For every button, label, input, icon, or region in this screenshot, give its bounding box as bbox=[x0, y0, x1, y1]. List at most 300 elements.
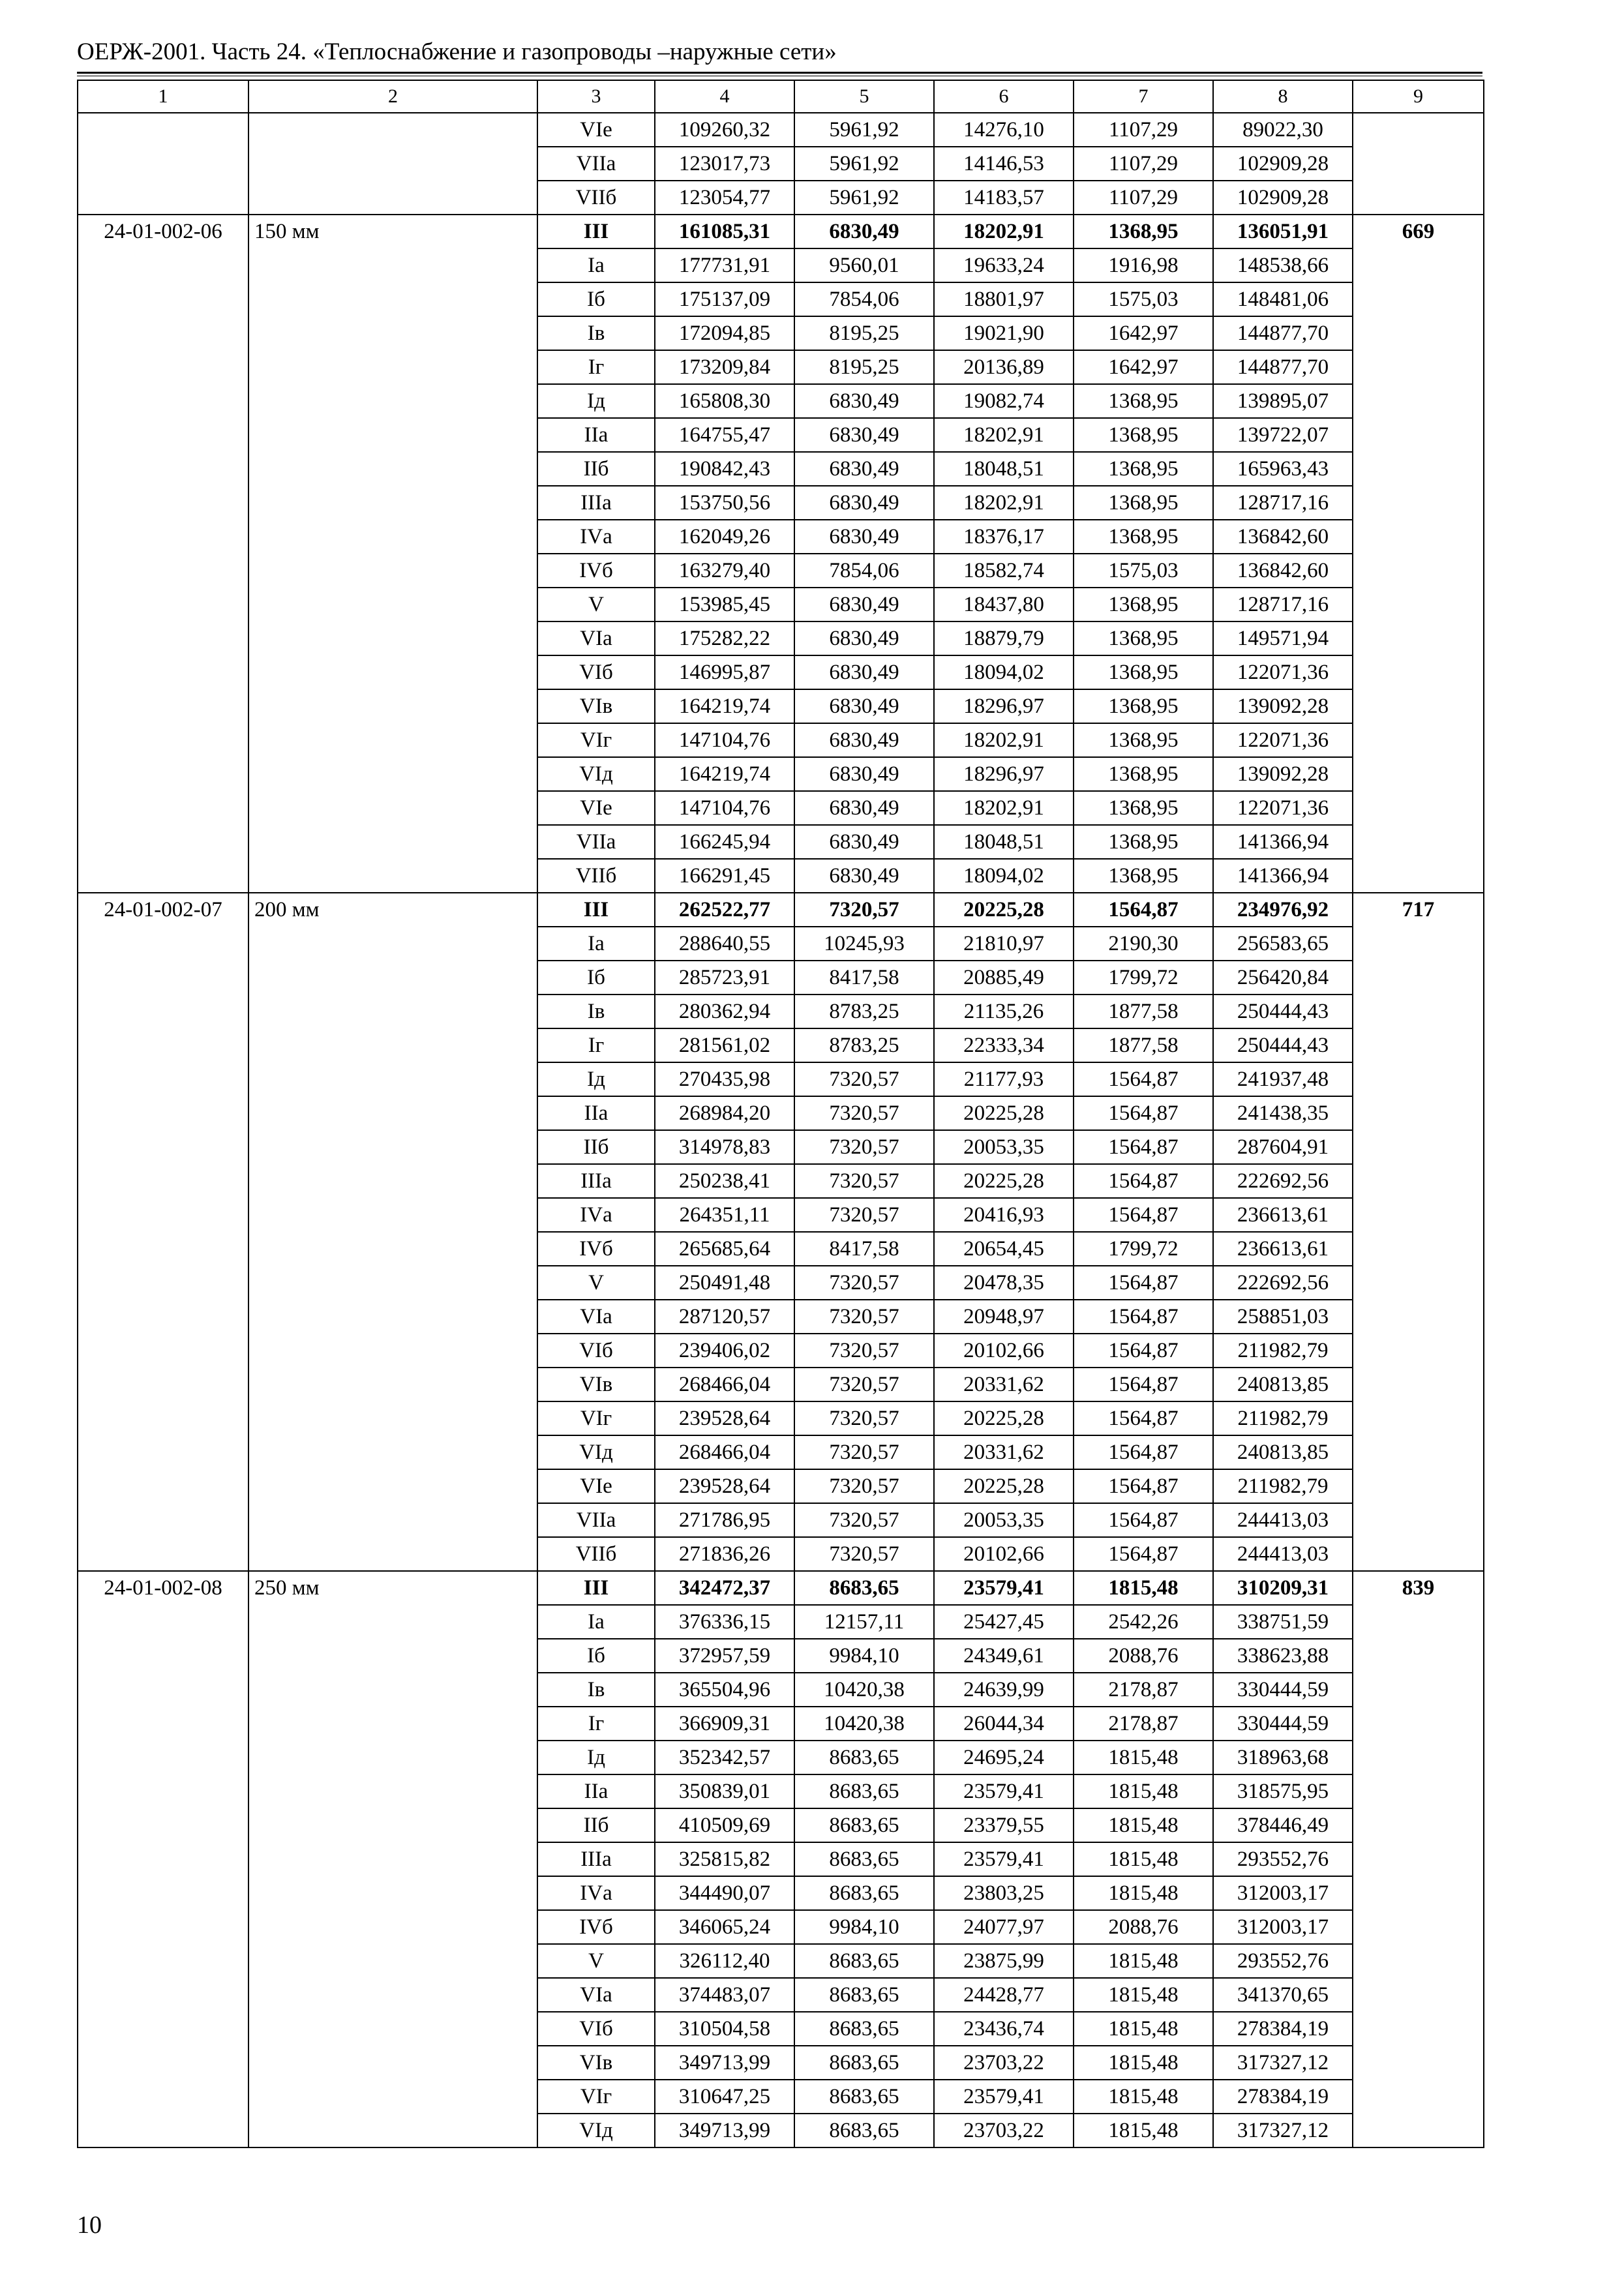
materials-cell: 256420,84 bbox=[1213, 961, 1353, 995]
wages-cell: 6830,49 bbox=[794, 588, 934, 621]
materials-cell: 144877,70 bbox=[1213, 350, 1353, 384]
total-cost-cell: 146995,87 bbox=[655, 655, 794, 689]
zone-cell: IIIа bbox=[537, 1164, 655, 1198]
operators-wages-cell: 1368,95 bbox=[1074, 689, 1213, 723]
wages-cell: 6830,49 bbox=[794, 452, 934, 486]
operators-wages-cell: 1877,58 bbox=[1074, 1028, 1213, 1062]
total-cost-cell: 350839,01 bbox=[655, 1774, 794, 1808]
wages-cell: 7320,57 bbox=[794, 1334, 934, 1368]
machines-cell: 20654,45 bbox=[934, 1232, 1074, 1266]
wages-cell: 7854,06 bbox=[794, 554, 934, 588]
wages-cell: 8195,25 bbox=[794, 316, 934, 350]
operators-wages-cell: 1877,58 bbox=[1074, 995, 1213, 1028]
pipe-size-cell bbox=[248, 113, 537, 215]
zone-cell: VIIб bbox=[537, 1537, 655, 1571]
total-cost-cell: 123054,77 bbox=[655, 181, 794, 215]
operators-wages-cell: 1107,29 bbox=[1074, 181, 1213, 215]
wages-cell: 6830,49 bbox=[794, 384, 934, 418]
machines-cell: 18376,17 bbox=[934, 520, 1074, 554]
wages-cell: 6830,49 bbox=[794, 486, 934, 520]
machines-cell: 20136,89 bbox=[934, 350, 1074, 384]
materials-cell: 256583,65 bbox=[1213, 927, 1353, 961]
zone-cell: VIб bbox=[537, 1334, 655, 1368]
wages-cell: 8783,25 bbox=[794, 1028, 934, 1062]
wages-cell: 6830,49 bbox=[794, 621, 934, 655]
operators-wages-cell: 1564,87 bbox=[1074, 1198, 1213, 1232]
machines-cell: 20885,49 bbox=[934, 961, 1074, 995]
materials-cell: 258851,03 bbox=[1213, 1300, 1353, 1334]
operators-wages-cell: 1815,48 bbox=[1074, 2012, 1213, 2046]
materials-cell: 136051,91 bbox=[1213, 215, 1353, 248]
operators-wages-cell: 1368,95 bbox=[1074, 384, 1213, 418]
header-rule bbox=[77, 72, 1482, 74]
operators-wages-cell: 1368,95 bbox=[1074, 723, 1213, 757]
materials-cell: 211982,79 bbox=[1213, 1401, 1353, 1435]
wages-cell: 6830,49 bbox=[794, 215, 934, 248]
machines-cell: 18801,97 bbox=[934, 282, 1074, 316]
machines-cell: 23875,99 bbox=[934, 1944, 1074, 1978]
zone-cell: IIIа bbox=[537, 1842, 655, 1876]
wages-cell: 6830,49 bbox=[794, 723, 934, 757]
total-cost-cell: 166245,94 bbox=[655, 825, 794, 859]
materials-cell: 141366,94 bbox=[1213, 859, 1353, 893]
wages-cell: 7320,57 bbox=[794, 1435, 934, 1469]
materials-cell: 236613,61 bbox=[1213, 1198, 1353, 1232]
total-cost-cell: 268466,04 bbox=[655, 1368, 794, 1401]
materials-cell: 293552,76 bbox=[1213, 1842, 1353, 1876]
wages-cell: 8683,65 bbox=[794, 1741, 934, 1774]
machines-cell: 23803,25 bbox=[934, 1876, 1074, 1910]
rate-code-cell: 24-01-002-07 bbox=[78, 893, 248, 1571]
pipe-size-cell: 150 мм bbox=[248, 215, 537, 893]
machines-cell: 18437,80 bbox=[934, 588, 1074, 621]
wages-cell: 9984,10 bbox=[794, 1910, 934, 1944]
page-header-title: ОЕРЖ-2001. Часть 24. «Теплоснабжение и газопроводы –наружные сети» bbox=[77, 38, 837, 65]
machines-cell: 20225,28 bbox=[934, 1401, 1074, 1435]
materials-cell: 241937,48 bbox=[1213, 1062, 1353, 1096]
total-cost-cell: 173209,84 bbox=[655, 350, 794, 384]
column-number-cell: 4 bbox=[655, 80, 794, 113]
materials-cell: 89022,30 bbox=[1213, 113, 1353, 147]
machines-cell: 18202,91 bbox=[934, 215, 1074, 248]
machines-cell: 20331,62 bbox=[934, 1368, 1074, 1401]
operators-wages-cell: 1564,87 bbox=[1074, 1537, 1213, 1571]
zone-cell: VIв bbox=[537, 1368, 655, 1401]
machines-cell: 18202,91 bbox=[934, 723, 1074, 757]
materials-cell: 148538,66 bbox=[1213, 248, 1353, 282]
operators-wages-cell: 2542,26 bbox=[1074, 1605, 1213, 1639]
zone-cell: Iд bbox=[537, 384, 655, 418]
zone-cell: Iб bbox=[537, 961, 655, 995]
materials-cell: 136842,60 bbox=[1213, 554, 1353, 588]
zone-cell: Iд bbox=[537, 1062, 655, 1096]
wages-cell: 7320,57 bbox=[794, 1469, 934, 1503]
zone-cell: VIд bbox=[537, 757, 655, 791]
wages-cell: 8683,65 bbox=[794, 1842, 934, 1876]
machines-cell: 18048,51 bbox=[934, 452, 1074, 486]
operators-wages-cell: 1368,95 bbox=[1074, 621, 1213, 655]
machines-cell: 18582,74 bbox=[934, 554, 1074, 588]
materials-cell: 144877,70 bbox=[1213, 316, 1353, 350]
zone-cell: VIг bbox=[537, 2080, 655, 2114]
wages-cell: 7320,57 bbox=[794, 1300, 934, 1334]
materials-cell: 128717,16 bbox=[1213, 588, 1353, 621]
zone-cell: VIг bbox=[537, 723, 655, 757]
materials-cell: 236613,61 bbox=[1213, 1232, 1353, 1266]
labor-cost-cell bbox=[1353, 113, 1484, 215]
zone-cell: IIб bbox=[537, 1808, 655, 1842]
materials-cell: 139092,28 bbox=[1213, 689, 1353, 723]
machines-cell: 19633,24 bbox=[934, 248, 1074, 282]
operators-wages-cell: 1799,72 bbox=[1074, 961, 1213, 995]
operators-wages-cell: 1815,48 bbox=[1074, 2080, 1213, 2114]
operators-wages-cell: 1564,87 bbox=[1074, 1435, 1213, 1469]
materials-cell: 278384,19 bbox=[1213, 2012, 1353, 2046]
total-cost-cell: 265685,64 bbox=[655, 1232, 794, 1266]
wages-cell: 7320,57 bbox=[794, 1198, 934, 1232]
machines-cell: 18296,97 bbox=[934, 757, 1074, 791]
zone-cell: Iг bbox=[537, 1028, 655, 1062]
total-cost-cell: 287120,57 bbox=[655, 1300, 794, 1334]
machines-cell: 26044,34 bbox=[934, 1707, 1074, 1741]
total-cost-cell: 365504,96 bbox=[655, 1673, 794, 1707]
wages-cell: 5961,92 bbox=[794, 113, 934, 147]
materials-cell: 139895,07 bbox=[1213, 384, 1353, 418]
machines-cell: 20225,28 bbox=[934, 1469, 1074, 1503]
total-cost-cell: 164755,47 bbox=[655, 418, 794, 452]
zone-cell: Iб bbox=[537, 282, 655, 316]
machines-cell: 18202,91 bbox=[934, 486, 1074, 520]
wages-cell: 8683,65 bbox=[794, 2080, 934, 2114]
total-cost-cell: 344490,07 bbox=[655, 1876, 794, 1910]
zone-cell: IIа bbox=[537, 1774, 655, 1808]
pipe-size-cell: 250 мм bbox=[248, 1571, 537, 2147]
operators-wages-cell: 1815,48 bbox=[1074, 1944, 1213, 1978]
materials-cell: 312003,17 bbox=[1213, 1910, 1353, 1944]
operators-wages-cell: 1368,95 bbox=[1074, 418, 1213, 452]
machines-cell: 23579,41 bbox=[934, 1842, 1074, 1876]
materials-cell: 122071,36 bbox=[1213, 791, 1353, 825]
labor-cost-cell: 717 bbox=[1353, 893, 1484, 1571]
wages-cell: 7320,57 bbox=[794, 1062, 934, 1096]
operators-wages-cell: 1368,95 bbox=[1074, 791, 1213, 825]
total-cost-cell: 270435,98 bbox=[655, 1062, 794, 1096]
total-cost-cell: 250238,41 bbox=[655, 1164, 794, 1198]
materials-cell: 136842,60 bbox=[1213, 520, 1353, 554]
machines-cell: 20053,35 bbox=[934, 1130, 1074, 1164]
machines-cell: 23579,41 bbox=[934, 2080, 1074, 2114]
operators-wages-cell: 1564,87 bbox=[1074, 1130, 1213, 1164]
page-number: 10 bbox=[77, 2211, 102, 2239]
rates-table-body bbox=[78, 80, 1484, 2147]
total-cost-cell: 342472,37 bbox=[655, 1571, 794, 1605]
zone-cell: VIIа bbox=[537, 825, 655, 859]
machines-cell: 18094,02 bbox=[934, 655, 1074, 689]
zone-cell: Iв bbox=[537, 1673, 655, 1707]
wages-cell: 9560,01 bbox=[794, 248, 934, 282]
rate-code-cell bbox=[78, 113, 248, 215]
materials-cell: 148481,06 bbox=[1213, 282, 1353, 316]
zone-cell: VIа bbox=[537, 621, 655, 655]
operators-wages-cell: 1815,48 bbox=[1074, 1978, 1213, 2012]
total-cost-cell: 239528,64 bbox=[655, 1469, 794, 1503]
total-cost-cell: 271836,26 bbox=[655, 1537, 794, 1571]
wages-cell: 7320,57 bbox=[794, 1401, 934, 1435]
total-cost-cell: 164219,74 bbox=[655, 757, 794, 791]
wages-cell: 9984,10 bbox=[794, 1639, 934, 1673]
materials-cell: 139092,28 bbox=[1213, 757, 1353, 791]
operators-wages-cell: 1564,87 bbox=[1074, 1469, 1213, 1503]
total-cost-cell: 326112,40 bbox=[655, 1944, 794, 1978]
machines-cell: 24349,61 bbox=[934, 1639, 1074, 1673]
total-cost-cell: 374483,07 bbox=[655, 1978, 794, 2012]
total-cost-cell: 161085,31 bbox=[655, 215, 794, 248]
wages-cell: 10245,93 bbox=[794, 927, 934, 961]
operators-wages-cell: 1564,87 bbox=[1074, 1368, 1213, 1401]
operators-wages-cell: 1575,03 bbox=[1074, 282, 1213, 316]
total-cost-cell: 310504,58 bbox=[655, 2012, 794, 2046]
operators-wages-cell: 1815,48 bbox=[1074, 1774, 1213, 1808]
materials-cell: 211982,79 bbox=[1213, 1469, 1353, 1503]
wages-cell: 8683,65 bbox=[794, 2046, 934, 2080]
wages-cell: 8683,65 bbox=[794, 1774, 934, 1808]
wages-cell: 7320,57 bbox=[794, 1368, 934, 1401]
table-row bbox=[78, 113, 1484, 147]
zone-cell: V bbox=[537, 1944, 655, 1978]
materials-cell: 330444,59 bbox=[1213, 1707, 1353, 1741]
zone-cell: IIа bbox=[537, 418, 655, 452]
zone-cell: VIа bbox=[537, 1300, 655, 1334]
operators-wages-cell: 1368,95 bbox=[1074, 486, 1213, 520]
zone-cell: Iг bbox=[537, 1707, 655, 1741]
zone-cell: Iа bbox=[537, 1605, 655, 1639]
machines-cell: 20948,97 bbox=[934, 1300, 1074, 1334]
zone-cell: IIб bbox=[537, 1130, 655, 1164]
materials-cell: 287604,91 bbox=[1213, 1130, 1353, 1164]
materials-cell: 338751,59 bbox=[1213, 1605, 1353, 1639]
machines-cell: 18094,02 bbox=[934, 859, 1074, 893]
wages-cell: 5961,92 bbox=[794, 147, 934, 181]
zone-cell: VIIа bbox=[537, 147, 655, 181]
machines-cell: 19021,90 bbox=[934, 316, 1074, 350]
total-cost-cell: 166291,45 bbox=[655, 859, 794, 893]
materials-cell: 240813,85 bbox=[1213, 1368, 1353, 1401]
zone-cell: VIе bbox=[537, 1469, 655, 1503]
total-cost-cell: 264351,11 bbox=[655, 1198, 794, 1232]
operators-wages-cell: 2178,87 bbox=[1074, 1707, 1213, 1741]
machines-cell: 18202,91 bbox=[934, 418, 1074, 452]
zone-cell: VIIб bbox=[537, 181, 655, 215]
operators-wages-cell: 1642,97 bbox=[1074, 350, 1213, 384]
wages-cell: 7320,57 bbox=[794, 893, 934, 927]
total-cost-cell: 250491,48 bbox=[655, 1266, 794, 1300]
rates-table bbox=[77, 80, 1484, 2148]
zone-cell: VIв bbox=[537, 689, 655, 723]
machines-cell: 20416,93 bbox=[934, 1198, 1074, 1232]
wages-cell: 10420,38 bbox=[794, 1673, 934, 1707]
operators-wages-cell: 2088,76 bbox=[1074, 1910, 1213, 1944]
materials-cell: 165963,43 bbox=[1213, 452, 1353, 486]
wages-cell: 6830,49 bbox=[794, 689, 934, 723]
total-cost-cell: 268984,20 bbox=[655, 1096, 794, 1130]
materials-cell: 128717,16 bbox=[1213, 486, 1353, 520]
machines-cell: 23579,41 bbox=[934, 1571, 1074, 1605]
operators-wages-cell: 1564,87 bbox=[1074, 1062, 1213, 1096]
machines-cell: 24428,77 bbox=[934, 1978, 1074, 2012]
operators-wages-cell: 1368,95 bbox=[1074, 215, 1213, 248]
machines-cell: 18048,51 bbox=[934, 825, 1074, 859]
table-row bbox=[78, 215, 1484, 248]
zone-cell: Iа bbox=[537, 248, 655, 282]
materials-cell: 241438,35 bbox=[1213, 1096, 1353, 1130]
total-cost-cell: 109260,32 bbox=[655, 113, 794, 147]
zone-cell: VIа bbox=[537, 1978, 655, 2012]
total-cost-cell: 147104,76 bbox=[655, 723, 794, 757]
wages-cell: 6830,49 bbox=[794, 859, 934, 893]
machines-cell: 23436,74 bbox=[934, 2012, 1074, 2046]
column-number-cell: 7 bbox=[1074, 80, 1213, 113]
materials-cell: 122071,36 bbox=[1213, 723, 1353, 757]
rate-code-cell: 24-01-002-08 bbox=[78, 1571, 248, 2147]
wages-cell: 7320,57 bbox=[794, 1096, 934, 1130]
operators-wages-cell: 1368,95 bbox=[1074, 825, 1213, 859]
total-cost-cell: 177731,91 bbox=[655, 248, 794, 282]
zone-cell: III bbox=[537, 215, 655, 248]
wages-cell: 6830,49 bbox=[794, 655, 934, 689]
zone-cell: VIе bbox=[537, 113, 655, 147]
zone-cell: IVа bbox=[537, 520, 655, 554]
machines-cell: 21810,97 bbox=[934, 927, 1074, 961]
zone-cell: VIб bbox=[537, 2012, 655, 2046]
zone-cell: V bbox=[537, 588, 655, 621]
zone-cell: V bbox=[537, 1266, 655, 1300]
materials-cell: 240813,85 bbox=[1213, 1435, 1353, 1469]
operators-wages-cell: 1368,95 bbox=[1074, 452, 1213, 486]
machines-cell: 23703,22 bbox=[934, 2114, 1074, 2147]
materials-cell: 222692,56 bbox=[1213, 1266, 1353, 1300]
labor-cost-cell: 839 bbox=[1353, 1571, 1484, 2147]
operators-wages-cell: 1368,95 bbox=[1074, 520, 1213, 554]
zone-cell: Iг bbox=[537, 350, 655, 384]
total-cost-cell: 262522,77 bbox=[655, 893, 794, 927]
total-cost-cell: 123017,73 bbox=[655, 147, 794, 181]
wages-cell: 10420,38 bbox=[794, 1707, 934, 1741]
rate-code-cell: 24-01-002-06 bbox=[78, 215, 248, 893]
zone-cell: IVб bbox=[537, 554, 655, 588]
total-cost-cell: 281561,02 bbox=[655, 1028, 794, 1062]
total-cost-cell: 376336,15 bbox=[655, 1605, 794, 1639]
operators-wages-cell: 1368,95 bbox=[1074, 859, 1213, 893]
machines-cell: 14276,10 bbox=[934, 113, 1074, 147]
operators-wages-cell: 2190,30 bbox=[1074, 927, 1213, 961]
materials-cell: 312003,17 bbox=[1213, 1876, 1353, 1910]
total-cost-cell: 147104,76 bbox=[655, 791, 794, 825]
total-cost-cell: 175137,09 bbox=[655, 282, 794, 316]
column-number-row bbox=[78, 80, 1484, 113]
machines-cell: 24695,24 bbox=[934, 1741, 1074, 1774]
machines-cell: 23579,41 bbox=[934, 1774, 1074, 1808]
wages-cell: 6830,49 bbox=[794, 418, 934, 452]
wages-cell: 8783,25 bbox=[794, 995, 934, 1028]
machines-cell: 25427,45 bbox=[934, 1605, 1074, 1639]
wages-cell: 8195,25 bbox=[794, 350, 934, 384]
machines-cell: 20053,35 bbox=[934, 1503, 1074, 1537]
machines-cell: 20225,28 bbox=[934, 1096, 1074, 1130]
total-cost-cell: 239528,64 bbox=[655, 1401, 794, 1435]
zone-cell: VIIб bbox=[537, 859, 655, 893]
machines-cell: 22333,34 bbox=[934, 1028, 1074, 1062]
materials-cell: 378446,49 bbox=[1213, 1808, 1353, 1842]
materials-cell: 244413,03 bbox=[1213, 1503, 1353, 1537]
wages-cell: 8683,65 bbox=[794, 2114, 934, 2147]
total-cost-cell: 314978,83 bbox=[655, 1130, 794, 1164]
materials-cell: 222692,56 bbox=[1213, 1164, 1353, 1198]
operators-wages-cell: 1815,48 bbox=[1074, 1571, 1213, 1605]
machines-cell: 14183,57 bbox=[934, 181, 1074, 215]
zone-cell: IVб bbox=[537, 1910, 655, 1944]
zone-cell: Iб bbox=[537, 1639, 655, 1673]
machines-cell: 14146,53 bbox=[934, 147, 1074, 181]
operators-wages-cell: 1815,48 bbox=[1074, 1876, 1213, 1910]
total-cost-cell: 349713,99 bbox=[655, 2114, 794, 2147]
operators-wages-cell: 1564,87 bbox=[1074, 1334, 1213, 1368]
total-cost-cell: 163279,40 bbox=[655, 554, 794, 588]
total-cost-cell: 285723,91 bbox=[655, 961, 794, 995]
wages-cell: 7854,06 bbox=[794, 282, 934, 316]
zone-cell: IVа bbox=[537, 1198, 655, 1232]
total-cost-cell: 352342,57 bbox=[655, 1741, 794, 1774]
total-cost-cell: 162049,26 bbox=[655, 520, 794, 554]
materials-cell: 244413,03 bbox=[1213, 1537, 1353, 1571]
operators-wages-cell: 1799,72 bbox=[1074, 1232, 1213, 1266]
materials-cell: 330444,59 bbox=[1213, 1673, 1353, 1707]
machines-cell: 20102,66 bbox=[934, 1537, 1074, 1571]
machines-cell: 20225,28 bbox=[934, 1164, 1074, 1198]
machines-cell: 21135,26 bbox=[934, 995, 1074, 1028]
operators-wages-cell: 1564,87 bbox=[1074, 1266, 1213, 1300]
total-cost-cell: 280362,94 bbox=[655, 995, 794, 1028]
zone-cell: VIг bbox=[537, 1401, 655, 1435]
total-cost-cell: 172094,85 bbox=[655, 316, 794, 350]
materials-cell: 141366,94 bbox=[1213, 825, 1353, 859]
materials-cell: 317327,12 bbox=[1213, 2046, 1353, 2080]
column-number-cell: 6 bbox=[934, 80, 1074, 113]
wages-cell: 6830,49 bbox=[794, 757, 934, 791]
operators-wages-cell: 1642,97 bbox=[1074, 316, 1213, 350]
column-number-cell: 1 bbox=[78, 80, 248, 113]
total-cost-cell: 271786,95 bbox=[655, 1503, 794, 1537]
wages-cell: 7320,57 bbox=[794, 1130, 934, 1164]
zone-cell: VIе bbox=[537, 791, 655, 825]
wages-cell: 8683,65 bbox=[794, 2012, 934, 2046]
wages-cell: 8683,65 bbox=[794, 1876, 934, 1910]
zone-cell: VIIа bbox=[537, 1503, 655, 1537]
operators-wages-cell: 1815,48 bbox=[1074, 1741, 1213, 1774]
materials-cell: 318575,95 bbox=[1213, 1774, 1353, 1808]
materials-cell: 293552,76 bbox=[1213, 1944, 1353, 1978]
total-cost-cell: 310647,25 bbox=[655, 2080, 794, 2114]
total-cost-cell: 349713,99 bbox=[655, 2046, 794, 2080]
zone-cell: VIв bbox=[537, 2046, 655, 2080]
materials-cell: 122071,36 bbox=[1213, 655, 1353, 689]
total-cost-cell: 346065,24 bbox=[655, 1910, 794, 1944]
zone-cell: Iа bbox=[537, 927, 655, 961]
machines-cell: 24077,97 bbox=[934, 1910, 1074, 1944]
materials-cell: 234976,92 bbox=[1213, 893, 1353, 927]
operators-wages-cell: 1564,87 bbox=[1074, 1401, 1213, 1435]
machines-cell: 24639,99 bbox=[934, 1673, 1074, 1707]
pipe-size-cell: 200 мм bbox=[248, 893, 537, 1571]
